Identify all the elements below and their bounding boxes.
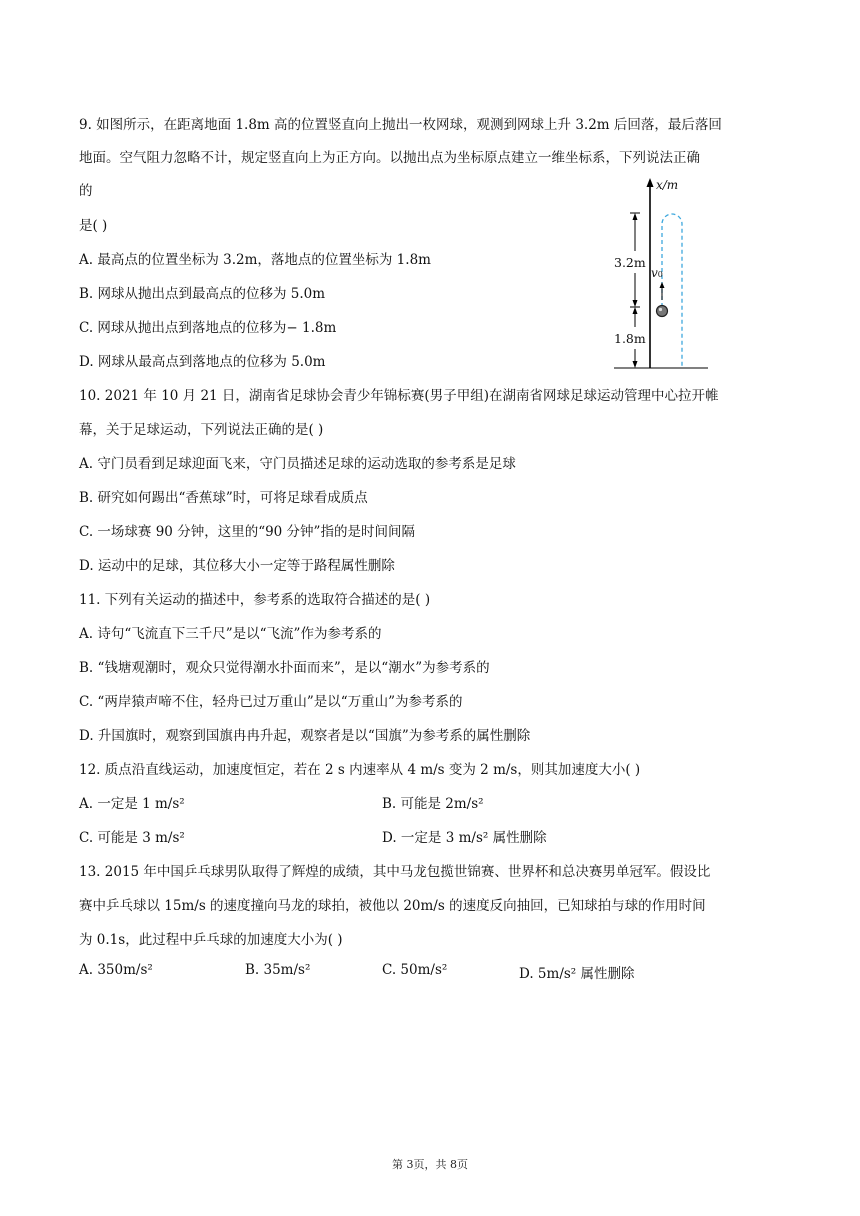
x-axis-arrowhead <box>647 178 654 187</box>
upper-dimension-label: 3.2m <box>614 255 646 270</box>
q10-stem-line-1: 10. 2021 年 10 月 21 日，湖南省足球协会青少年锦标赛(男子甲组)在湖南省网球足球运动管理中心拉开帷 <box>79 388 719 404</box>
q12-option-c: C. 可能是 3 m/s² <box>79 830 185 846</box>
q12-option-b: B. 可能是 2m/s² <box>382 796 484 812</box>
q13-option-d: D. 5m/s² 属性删除 <box>519 966 635 982</box>
q10-option-c: C. 一场球赛 90 分钟，这里的“90 分钟”指的是时间间隔 <box>79 524 415 540</box>
q11-option-d: D. 升国旗时，观察到国旗冉冉升起，观察者是以“国旗”为参考系的属性删除 <box>79 728 531 744</box>
q10-option-b: B. 研究如何踢出“香蕉球”时，可将足球看成质点 <box>79 490 368 506</box>
q9-option-b: B. 网球从抛出点到最高点的位移为 5.0m <box>79 286 326 302</box>
q12-option-d: D. 一定是 3 m/s² 属性删除 <box>382 830 547 846</box>
tennis-ball-highlight <box>659 308 662 311</box>
x-axis-label: x/m <box>656 178 679 192</box>
q9-figure <box>600 172 710 372</box>
q13-option-a: A. 350m/s² <box>79 962 153 978</box>
lower-dimension-label: 1.8m <box>614 331 646 346</box>
q10-option-d: D. 运动中的足球，其位移大小一定等于路程属性删除 <box>79 558 395 574</box>
q11-option-a: A. 诗句“飞流直下三千尺”是以“飞流”作为参考系的 <box>79 626 382 642</box>
q9-option-d: D. 网球从最高点到落地点的位移为 5.0m <box>79 354 326 370</box>
q9-option-a: A. 最高点的位置坐标为 3.2m，落地点的位置坐标为 1.8m <box>79 252 431 268</box>
q10-stem-line-2: 幕，关于足球运动，下列说法正确的是( ) <box>79 422 324 438</box>
trajectory-path <box>662 214 682 368</box>
velocity-arrowhead <box>660 282 665 288</box>
q13-option-b: B. 35m/s² <box>245 962 311 978</box>
velocity-label: v0 <box>651 266 663 280</box>
q12-stem: 12. 质点沿直线运动，加速度恒定，若在 2 s 内速率从 4 m/s 变为 2 m/s，则其加速度大小( ) <box>79 762 641 778</box>
q13-stem-line-2: 赛中乒乓球以 15m/s 的速度撞向马龙的球拍，被他以 20m/s 的速度反向抽回，已知球拍与球的作用时间 <box>79 898 706 914</box>
q13-option-c: C. 50m/s² <box>382 962 448 978</box>
q9-stem-line-1: 9. 如图所示，在距离地面 1.8m 高的位置竖直向上抛出一枚网球，观测到网球上升 3.2m 后回落，最后落回 <box>79 117 722 133</box>
page-footer: 第 3页，共 8页 <box>392 1158 468 1171</box>
q9-stem-line-3: 的 <box>79 183 93 199</box>
q13-stem-line-1: 13. 2015 年中国乒乓球男队取得了辉煌的成绩，其中马龙包揽世锦赛、世界杯和总决赛男单冠军。假设比 <box>79 864 711 880</box>
q13-stem-line-3: 为 0.1s，此过程中乒乓球的加速度大小为( ) <box>79 932 343 948</box>
tennis-ball <box>657 306 668 317</box>
q11-stem: 11. 下列有关运动的描述中，参考系的选取符合描述的是( ) <box>79 592 431 608</box>
q9-stem-line-4: 是( ) <box>79 218 108 234</box>
q12-option-a: A. 一定是 1 m/s² <box>79 796 185 812</box>
q9-option-c: C. 网球从抛出点到落地点的位移为− 1.8m <box>79 320 337 336</box>
q10-option-a: A. 守门员看到足球迎面飞来，守门员描述足球的运动选取的参考系是足球 <box>79 456 516 472</box>
q11-option-c: C. “两岸猿声啼不住，轻舟已过万重山”是以“万重山”为参考系的 <box>79 694 463 710</box>
q9-stem-line-2: 地面。空气阻力忽略不计，规定竖直向上为正方向。以抛出点为坐标原点建立一维坐标系，下列说法正确 <box>79 150 700 166</box>
q11-option-b: B. “钱塘观潮时，观众只觉得潮水扑面而来”，是以“潮水”为参考系的 <box>79 660 490 676</box>
